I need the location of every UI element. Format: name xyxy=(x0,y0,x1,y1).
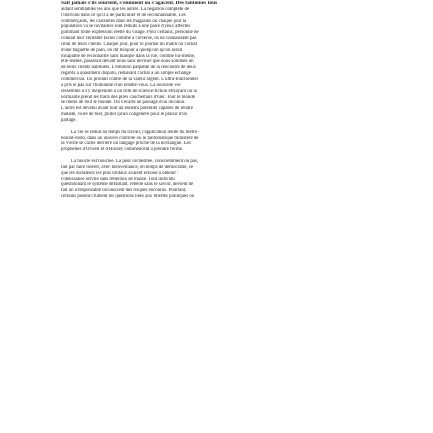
text-line: d'une baguette de pain, on dit bonjour à quelqu'un qu'on serait xyxy=(61,47,183,53)
text-line: de leurs clients habituels. L'émotion palpable de la rencontre de deux xyxy=(61,65,197,71)
text-line: boulot-dodo, dans un univers contrôlé où le fantomatique ministère de xyxy=(61,135,199,141)
paragraph-1 xyxy=(61,1,415,124)
text-line: a pris le pas sur l'humanité d'un rendez-vous. La nouvelle vie xyxy=(61,82,181,88)
text-line: ressemble à s'y méprendre à un film de science-fiction effrayant où la xyxy=(61,88,197,94)
text-line: celui de leurs clients. Chaque jour, pour le journal du matin ou l'achat xyxy=(61,41,197,47)
text-line: l'individu dans ce qu'il a de particulier et de reconnaissable. Les xyxy=(61,12,186,18)
text-line: questionnant le système défaillant, rebelle sans le savoir, devient de xyxy=(61,182,194,188)
text-line: se méfie de tout le monde. On s'écarte au passage d'un inconnu. xyxy=(61,100,186,106)
text-line: la Vérité se cache derrière un langage proche de la novlangue. Les xyxy=(61,141,191,147)
text-line: prophéties d'Orwell et d'Huxley commencent à prendre forme. xyxy=(61,147,184,153)
paragraph-3 xyxy=(61,159,415,200)
text-line: Sait jamais s'ils sourient, s'ennuient ou s'agacent. Des fantômes tous xyxy=(61,1,218,6)
text-line: commerçants, les caissières dans les magasins où chaque jour la xyxy=(61,18,187,24)
text-line: La vie se réduit au temps du travail, l'application réelle du métro- xyxy=(71,129,199,135)
text-line: autant semblables les uns que les autres. La négation complète de xyxy=(61,6,190,12)
text-line: fait un irresponsable inconscient des risques encourus. Pourtant, xyxy=(61,188,187,194)
text-line: certains posent crûment les questions liées aux libertés publiques ou xyxy=(61,194,195,200)
text-line: gommant toute expression réelle du visage. Pour certains, personne ne xyxy=(61,30,199,36)
text-line: partage. xyxy=(61,117,77,123)
text-line: connaît leur véritable faciès comme à l'inverse, ils ne connaissent pas xyxy=(61,36,197,42)
text-line: fait par faire tolérer, avec bienveillance, en temps de démocratie, ce xyxy=(61,164,194,170)
text-line: elle-même, passerait devant nous sans deviner que nous sommes un xyxy=(61,59,194,65)
text-line: L'autre est devenu avant tout un ennemi potentiel capable de rendre xyxy=(61,106,194,112)
text-line: que les dictateurs les plus brutaux avaient échoué à obtenir : xyxy=(61,170,179,176)
text-line: La boucle est bouclée. La peur orchestrée, consciemment ou pas, xyxy=(71,159,199,165)
text-line: l'obéissance servile sans rébellion de masse. Tout individu xyxy=(61,176,175,182)
text-line: regards a quasiment disparu, réduisant l'achat à un simple échange xyxy=(61,71,191,77)
text-line: incapable de reconnaître sans masque dans la rue, comme lui-même, xyxy=(61,53,196,59)
text-line: commercial. Un produit contre de la valeur argent. L'ultra-fonctionnel xyxy=(61,76,198,82)
text-line: population va se ravitailler sont réduits à une paire d'yeux affectés xyxy=(61,24,191,30)
paragraph-2 xyxy=(61,130,415,153)
text-line: malade, voire de tuer, plutôt qu'un congénère pour le plaisir d'un xyxy=(61,112,187,118)
text-line: normalité prend les traits des pires cauchemars d'hier. Tout le monde xyxy=(61,94,195,100)
